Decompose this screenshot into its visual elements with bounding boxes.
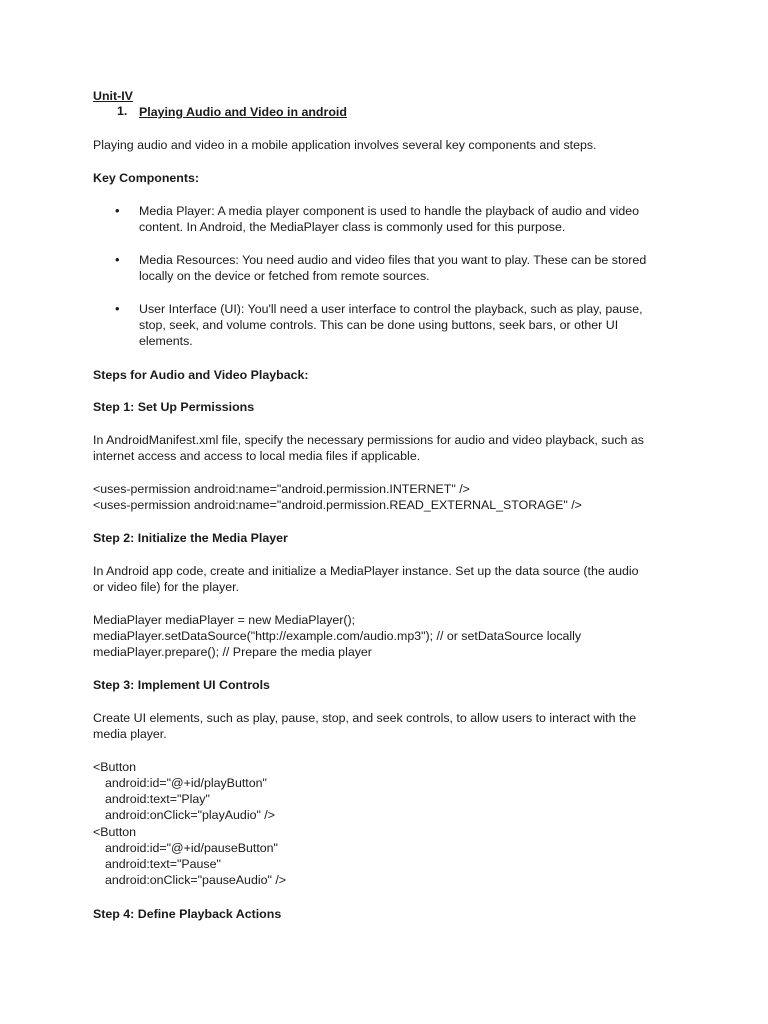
step3-code-line: android:onClick="pauseAudio" />: [105, 873, 287, 887]
bullet-media-resources-line1: Media Resources: You need audio and video files that you want to play. These can be stored: [139, 253, 647, 267]
step3-code-line: android:id="@+id/playButton": [105, 776, 267, 790]
unit-heading: Unit-IV: [93, 89, 133, 103]
step3-code-line: <Button: [93, 760, 137, 774]
step2-code-line: MediaPlayer mediaPlayer = new MediaPlayer();: [93, 613, 356, 627]
bullet-icon: •: [115, 252, 120, 267]
step3-code-line: android:text="Pause": [105, 857, 221, 871]
step3-code-line: android:id="@+id/pauseButton": [105, 841, 278, 855]
bullet-icon: •: [115, 203, 120, 218]
step1-paragraph-line1: In AndroidManifest.xml file, specify the necessary permissions for audio and video playback, such as: [93, 433, 644, 447]
bullet-ui-line3: elements.: [139, 334, 193, 348]
step1-paragraph-line2: internet access and access to local media files if applicable.: [93, 449, 421, 463]
step2-paragraph-line2: or video file) for the player.: [93, 580, 240, 594]
bullet-media-resources-line2: locally on the device or fetched from remote sources.: [139, 269, 430, 283]
bullet-media-player-line1: Media Player: A media player component is used to handle the playback of audio and video: [139, 204, 640, 218]
step2-paragraph-line1: In Android app code, create and initialize a MediaPlayer instance. Set up the data source (the audio: [93, 564, 639, 578]
step1-heading: Step 1: Set Up Permissions: [93, 400, 255, 414]
step1-code-line: <uses-permission android:name="android.permission.READ_EXTERNAL_STORAGE" />: [93, 498, 582, 512]
bullet-icon: •: [115, 301, 120, 316]
bullet-ui-line1: User Interface (UI): You'll need a user interface to control the playback, such as play, pause,: [139, 302, 643, 316]
step3-paragraph-line1: Create UI elements, such as play, pause, stop, and seek controls, to allow users to interact with the: [93, 711, 637, 725]
step4-heading: Step 4: Define Playback Actions: [93, 907, 282, 921]
key-components-heading: Key Components:: [93, 171, 200, 185]
bullet-ui-line2: stop, seek, and volume controls. This can be done using buttons, seek bars, or other UI: [139, 318, 619, 332]
step3-code-line: <Button: [93, 825, 137, 839]
section-title: Playing Audio and Video in android: [139, 105, 347, 119]
step2-code-line: mediaPlayer.prepare(); // Prepare the media player: [93, 645, 372, 659]
steps-heading: Steps for Audio and Video Playback:: [93, 368, 309, 382]
step3-code-line: android:text="Play": [105, 792, 210, 806]
step2-heading: Step 2: Initialize the Media Player: [93, 531, 288, 545]
step1-code-line: <uses-permission android:name="android.permission.INTERNET" />: [93, 482, 470, 496]
section-number: 1.: [117, 104, 128, 118]
step3-paragraph-line2: media player.: [93, 727, 167, 741]
intro-paragraph: Playing audio and video in a mobile application involves several key components and steps.: [93, 138, 597, 152]
step2-code-line: mediaPlayer.setDataSource("http://example.com/audio.mp3"); // or setDataSource locally: [93, 629, 582, 643]
bullet-media-player-line2: content. In Android, the MediaPlayer class is commonly used for this purpose.: [139, 220, 566, 234]
step3-code-line: android:onClick="playAudio" />: [105, 808, 275, 822]
step3-heading: Step 3: Implement UI Controls: [93, 678, 270, 692]
